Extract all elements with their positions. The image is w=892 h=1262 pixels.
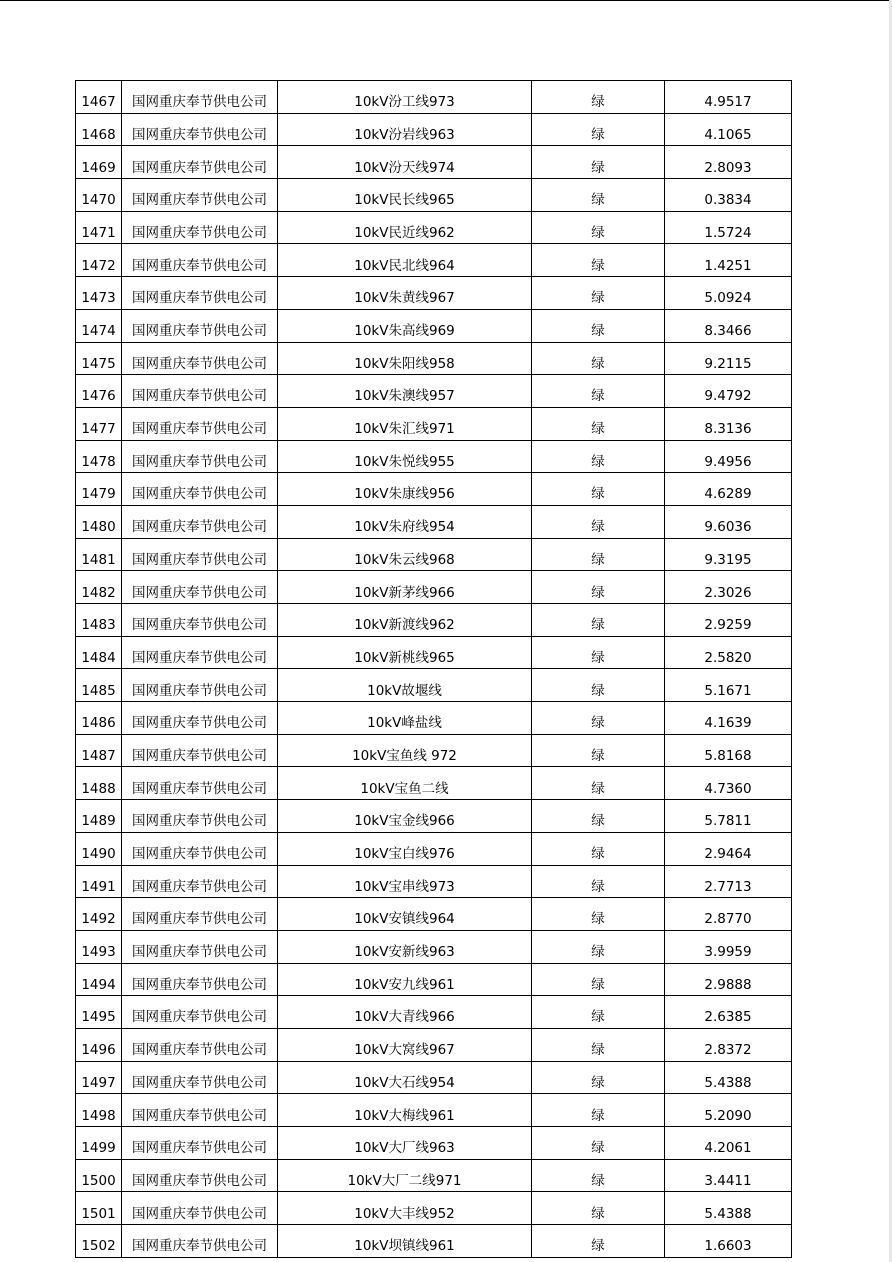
row-number-cell: 1468 bbox=[76, 113, 122, 146]
company-cell: 国网重庆奉节供电公司 bbox=[122, 277, 278, 310]
value-cell: 2.9888 bbox=[665, 963, 792, 996]
line-name-cell: 10kV安新线963 bbox=[278, 930, 532, 963]
status-color-cell: 绿 bbox=[532, 1192, 665, 1225]
value-cell: 1.5724 bbox=[665, 211, 792, 244]
table-row bbox=[76, 375, 792, 408]
line-name-cell: 10kV大窝线967 bbox=[278, 1028, 532, 1061]
row-number-cell: 1487 bbox=[76, 734, 122, 767]
value-cell: 4.9517 bbox=[665, 81, 792, 114]
table-row bbox=[76, 832, 792, 865]
status-color-cell: 绿 bbox=[532, 1127, 665, 1160]
value-cell: 3.4411 bbox=[665, 1159, 792, 1192]
value-cell: 5.0924 bbox=[665, 277, 792, 310]
value-cell: 0.3834 bbox=[665, 179, 792, 212]
line-name-cell: 10kV新渡线962 bbox=[278, 604, 532, 637]
table-row bbox=[76, 734, 792, 767]
company-cell: 国网重庆奉节供电公司 bbox=[122, 1127, 278, 1160]
line-name-cell: 10kV大青线966 bbox=[278, 996, 532, 1029]
company-cell: 国网重庆奉节供电公司 bbox=[122, 505, 278, 538]
line-name-cell: 10kV民北线964 bbox=[278, 244, 532, 277]
table-row bbox=[76, 1127, 792, 1160]
company-cell: 国网重庆奉节供电公司 bbox=[122, 179, 278, 212]
row-number-cell: 1486 bbox=[76, 702, 122, 735]
table-row bbox=[76, 963, 792, 996]
table-row bbox=[76, 1094, 792, 1127]
company-cell: 国网重庆奉节供电公司 bbox=[122, 1094, 278, 1127]
value-cell: 2.9259 bbox=[665, 604, 792, 637]
line-name-cell: 10kV朱悦线955 bbox=[278, 440, 532, 473]
company-cell: 国网重庆奉节供电公司 bbox=[122, 636, 278, 669]
row-number-cell: 1480 bbox=[76, 505, 122, 538]
company-cell: 国网重庆奉节供电公司 bbox=[122, 81, 278, 114]
row-number-cell: 1499 bbox=[76, 1127, 122, 1160]
line-name-cell: 10kV朱高线969 bbox=[278, 309, 532, 342]
value-cell: 4.1639 bbox=[665, 702, 792, 735]
table-row bbox=[76, 571, 792, 604]
status-color-cell: 绿 bbox=[532, 669, 665, 702]
line-name-cell: 10kV大石线954 bbox=[278, 1061, 532, 1094]
status-color-cell: 绿 bbox=[532, 930, 665, 963]
line-name-cell: 10kV朱康线956 bbox=[278, 473, 532, 506]
company-cell: 国网重庆奉节供电公司 bbox=[122, 963, 278, 996]
value-cell: 9.6036 bbox=[665, 505, 792, 538]
value-cell: 2.8770 bbox=[665, 898, 792, 931]
row-number-cell: 1502 bbox=[76, 1225, 122, 1258]
company-cell: 国网重庆奉节供电公司 bbox=[122, 865, 278, 898]
status-color-cell: 绿 bbox=[532, 309, 665, 342]
line-name-cell: 10kV宝鱼线 972 bbox=[278, 734, 532, 767]
line-name-cell: 10kV新桃线965 bbox=[278, 636, 532, 669]
company-cell: 国网重庆奉节供电公司 bbox=[122, 113, 278, 146]
line-name-cell: 10kV安镇线964 bbox=[278, 898, 532, 931]
status-color-cell: 绿 bbox=[532, 636, 665, 669]
value-cell: 4.7360 bbox=[665, 767, 792, 800]
table-row bbox=[76, 473, 792, 506]
company-cell: 国网重庆奉节供电公司 bbox=[122, 1159, 278, 1192]
row-number-cell: 1475 bbox=[76, 342, 122, 375]
table-row bbox=[76, 1192, 792, 1225]
status-color-cell: 绿 bbox=[532, 440, 665, 473]
table-row bbox=[76, 669, 792, 702]
row-number-cell: 1490 bbox=[76, 832, 122, 865]
company-cell: 国网重庆奉节供电公司 bbox=[122, 898, 278, 931]
row-number-cell: 1489 bbox=[76, 800, 122, 833]
status-color-cell: 绿 bbox=[532, 1094, 665, 1127]
row-number-cell: 1467 bbox=[76, 81, 122, 114]
row-number-cell: 1479 bbox=[76, 473, 122, 506]
line-name-cell: 10kV汾岩线963 bbox=[278, 113, 532, 146]
status-color-cell: 绿 bbox=[532, 407, 665, 440]
value-cell: 5.7811 bbox=[665, 800, 792, 833]
line-name-cell: 10kV宝白线976 bbox=[278, 832, 532, 865]
value-cell: 1.6603 bbox=[665, 1225, 792, 1258]
table-row bbox=[76, 930, 792, 963]
table-row bbox=[76, 81, 792, 114]
row-number-cell: 1500 bbox=[76, 1159, 122, 1192]
row-number-cell: 1483 bbox=[76, 604, 122, 637]
company-cell: 国网重庆奉节供电公司 bbox=[122, 800, 278, 833]
status-color-cell: 绿 bbox=[532, 996, 665, 1029]
table-row bbox=[76, 309, 792, 342]
value-cell: 1.4251 bbox=[665, 244, 792, 277]
table-row bbox=[76, 865, 792, 898]
status-color-cell: 绿 bbox=[532, 505, 665, 538]
company-cell: 国网重庆奉节供电公司 bbox=[122, 473, 278, 506]
table-row bbox=[76, 702, 792, 735]
line-name-cell: 10kV朱云线968 bbox=[278, 538, 532, 571]
row-number-cell: 1494 bbox=[76, 963, 122, 996]
company-cell: 国网重庆奉节供电公司 bbox=[122, 734, 278, 767]
line-name-cell: 10kV坝镇线961 bbox=[278, 1225, 532, 1258]
company-cell: 国网重庆奉节供电公司 bbox=[122, 1061, 278, 1094]
status-color-cell: 绿 bbox=[532, 604, 665, 637]
company-cell: 国网重庆奉节供电公司 bbox=[122, 244, 278, 277]
value-cell: 2.8093 bbox=[665, 146, 792, 179]
row-number-cell: 1498 bbox=[76, 1094, 122, 1127]
value-cell: 8.3466 bbox=[665, 309, 792, 342]
status-color-cell: 绿 bbox=[532, 702, 665, 735]
value-cell: 4.1065 bbox=[665, 113, 792, 146]
company-cell: 国网重庆奉节供电公司 bbox=[122, 767, 278, 800]
company-cell: 国网重庆奉节供电公司 bbox=[122, 1192, 278, 1225]
value-cell: 2.9464 bbox=[665, 832, 792, 865]
value-cell: 8.3136 bbox=[665, 407, 792, 440]
table-row bbox=[76, 1028, 792, 1061]
line-name-cell: 10kV大梅线961 bbox=[278, 1094, 532, 1127]
table-body bbox=[76, 81, 792, 1258]
company-cell: 国网重庆奉节供电公司 bbox=[122, 604, 278, 637]
company-cell: 国网重庆奉节供电公司 bbox=[122, 996, 278, 1029]
value-cell: 5.4388 bbox=[665, 1192, 792, 1225]
line-name-cell: 10kV汾天线974 bbox=[278, 146, 532, 179]
status-color-cell: 绿 bbox=[532, 898, 665, 931]
status-color-cell: 绿 bbox=[532, 244, 665, 277]
row-number-cell: 1482 bbox=[76, 571, 122, 604]
table-row bbox=[76, 211, 792, 244]
value-cell: 5.1671 bbox=[665, 669, 792, 702]
line-name-cell: 10kV朱黄线967 bbox=[278, 277, 532, 310]
status-color-cell: 绿 bbox=[532, 767, 665, 800]
status-color-cell: 绿 bbox=[532, 538, 665, 571]
data-table bbox=[75, 80, 792, 1258]
company-cell: 国网重庆奉节供电公司 bbox=[122, 342, 278, 375]
company-cell: 国网重庆奉节供电公司 bbox=[122, 440, 278, 473]
line-name-cell: 10kV宝金线966 bbox=[278, 800, 532, 833]
company-cell: 国网重庆奉节供电公司 bbox=[122, 538, 278, 571]
table-row bbox=[76, 342, 792, 375]
status-color-cell: 绿 bbox=[532, 342, 665, 375]
status-color-cell: 绿 bbox=[532, 113, 665, 146]
company-cell: 国网重庆奉节供电公司 bbox=[122, 930, 278, 963]
row-number-cell: 1485 bbox=[76, 669, 122, 702]
line-name-cell: 10kV朱阳线958 bbox=[278, 342, 532, 375]
table-row bbox=[76, 1061, 792, 1094]
status-color-cell: 绿 bbox=[532, 81, 665, 114]
row-number-cell: 1484 bbox=[76, 636, 122, 669]
table-row bbox=[76, 800, 792, 833]
company-cell: 国网重庆奉节供电公司 bbox=[122, 375, 278, 408]
table-row bbox=[76, 244, 792, 277]
company-cell: 国网重庆奉节供电公司 bbox=[122, 211, 278, 244]
status-color-cell: 绿 bbox=[532, 473, 665, 506]
value-cell: 5.4388 bbox=[665, 1061, 792, 1094]
company-cell: 国网重庆奉节供电公司 bbox=[122, 309, 278, 342]
row-number-cell: 1470 bbox=[76, 179, 122, 212]
table-row bbox=[76, 440, 792, 473]
status-color-cell: 绿 bbox=[532, 179, 665, 212]
value-cell: 9.2115 bbox=[665, 342, 792, 375]
table-row bbox=[76, 113, 792, 146]
line-name-cell: 10kV新茅线966 bbox=[278, 571, 532, 604]
company-cell: 国网重庆奉节供电公司 bbox=[122, 571, 278, 604]
status-color-cell: 绿 bbox=[532, 832, 665, 865]
table-row bbox=[76, 767, 792, 800]
line-name-cell: 10kV大厂线963 bbox=[278, 1127, 532, 1160]
status-color-cell: 绿 bbox=[532, 211, 665, 244]
line-name-cell: 10kV安九线961 bbox=[278, 963, 532, 996]
value-cell: 4.2061 bbox=[665, 1127, 792, 1160]
table-row bbox=[76, 505, 792, 538]
line-name-cell: 10kV朱汇线971 bbox=[278, 407, 532, 440]
status-color-cell: 绿 bbox=[532, 865, 665, 898]
table-row bbox=[76, 604, 792, 637]
row-number-cell: 1497 bbox=[76, 1061, 122, 1094]
value-cell: 4.6289 bbox=[665, 473, 792, 506]
status-color-cell: 绿 bbox=[532, 963, 665, 996]
status-color-cell: 绿 bbox=[532, 375, 665, 408]
status-color-cell: 绿 bbox=[532, 571, 665, 604]
table-row bbox=[76, 538, 792, 571]
table-row bbox=[76, 1225, 792, 1258]
table-row bbox=[76, 636, 792, 669]
table-row bbox=[76, 146, 792, 179]
line-name-cell: 10kV峰盐线 bbox=[278, 702, 532, 735]
value-cell: 2.3026 bbox=[665, 571, 792, 604]
company-cell: 国网重庆奉节供电公司 bbox=[122, 669, 278, 702]
company-cell: 国网重庆奉节供电公司 bbox=[122, 146, 278, 179]
line-name-cell: 10kV朱府线954 bbox=[278, 505, 532, 538]
line-name-cell: 10kV汾工线973 bbox=[278, 81, 532, 114]
status-color-cell: 绿 bbox=[532, 1159, 665, 1192]
status-color-cell: 绿 bbox=[532, 277, 665, 310]
table-row bbox=[76, 996, 792, 1029]
row-number-cell: 1495 bbox=[76, 996, 122, 1029]
table-row bbox=[76, 898, 792, 931]
value-cell: 9.3195 bbox=[665, 538, 792, 571]
row-number-cell: 1471 bbox=[76, 211, 122, 244]
status-color-cell: 绿 bbox=[532, 734, 665, 767]
company-cell: 国网重庆奉节供电公司 bbox=[122, 1225, 278, 1258]
table-row bbox=[76, 407, 792, 440]
row-number-cell: 1496 bbox=[76, 1028, 122, 1061]
line-name-cell: 10kV宝鱼二线 bbox=[278, 767, 532, 800]
row-number-cell: 1474 bbox=[76, 309, 122, 342]
line-name-cell: 10kV大厂二线971 bbox=[278, 1159, 532, 1192]
row-number-cell: 1492 bbox=[76, 898, 122, 931]
line-name-cell: 10kV故堰线 bbox=[278, 669, 532, 702]
status-color-cell: 绿 bbox=[532, 146, 665, 179]
value-cell: 3.9959 bbox=[665, 930, 792, 963]
row-number-cell: 1501 bbox=[76, 1192, 122, 1225]
row-number-cell: 1481 bbox=[76, 538, 122, 571]
company-cell: 国网重庆奉节供电公司 bbox=[122, 832, 278, 865]
row-number-cell: 1493 bbox=[76, 930, 122, 963]
table-row bbox=[76, 179, 792, 212]
row-number-cell: 1476 bbox=[76, 375, 122, 408]
value-cell: 5.8168 bbox=[665, 734, 792, 767]
line-name-cell: 10kV宝串线973 bbox=[278, 865, 532, 898]
line-name-cell: 10kV民近线962 bbox=[278, 211, 532, 244]
page-top-border bbox=[0, 0, 892, 1]
value-cell: 2.7713 bbox=[665, 865, 792, 898]
status-color-cell: 绿 bbox=[532, 1061, 665, 1094]
row-number-cell: 1488 bbox=[76, 767, 122, 800]
value-cell: 9.4792 bbox=[665, 375, 792, 408]
line-name-cell: 10kV民长线965 bbox=[278, 179, 532, 212]
row-number-cell: 1477 bbox=[76, 407, 122, 440]
company-cell: 国网重庆奉节供电公司 bbox=[122, 1028, 278, 1061]
value-cell: 2.6385 bbox=[665, 996, 792, 1029]
line-name-cell: 10kV大丰线952 bbox=[278, 1192, 532, 1225]
value-cell: 2.5820 bbox=[665, 636, 792, 669]
value-cell: 5.2090 bbox=[665, 1094, 792, 1127]
row-number-cell: 1472 bbox=[76, 244, 122, 277]
value-cell: 2.8372 bbox=[665, 1028, 792, 1061]
row-number-cell: 1469 bbox=[76, 146, 122, 179]
table-row bbox=[76, 277, 792, 310]
company-cell: 国网重庆奉节供电公司 bbox=[122, 407, 278, 440]
status-color-cell: 绿 bbox=[532, 1028, 665, 1061]
table-row bbox=[76, 1159, 792, 1192]
line-name-cell: 10kV朱澳线957 bbox=[278, 375, 532, 408]
row-number-cell: 1491 bbox=[76, 865, 122, 898]
status-color-cell: 绿 bbox=[532, 800, 665, 833]
row-number-cell: 1478 bbox=[76, 440, 122, 473]
status-color-cell: 绿 bbox=[532, 1225, 665, 1258]
company-cell: 国网重庆奉节供电公司 bbox=[122, 702, 278, 735]
value-cell: 9.4956 bbox=[665, 440, 792, 473]
row-number-cell: 1473 bbox=[76, 277, 122, 310]
